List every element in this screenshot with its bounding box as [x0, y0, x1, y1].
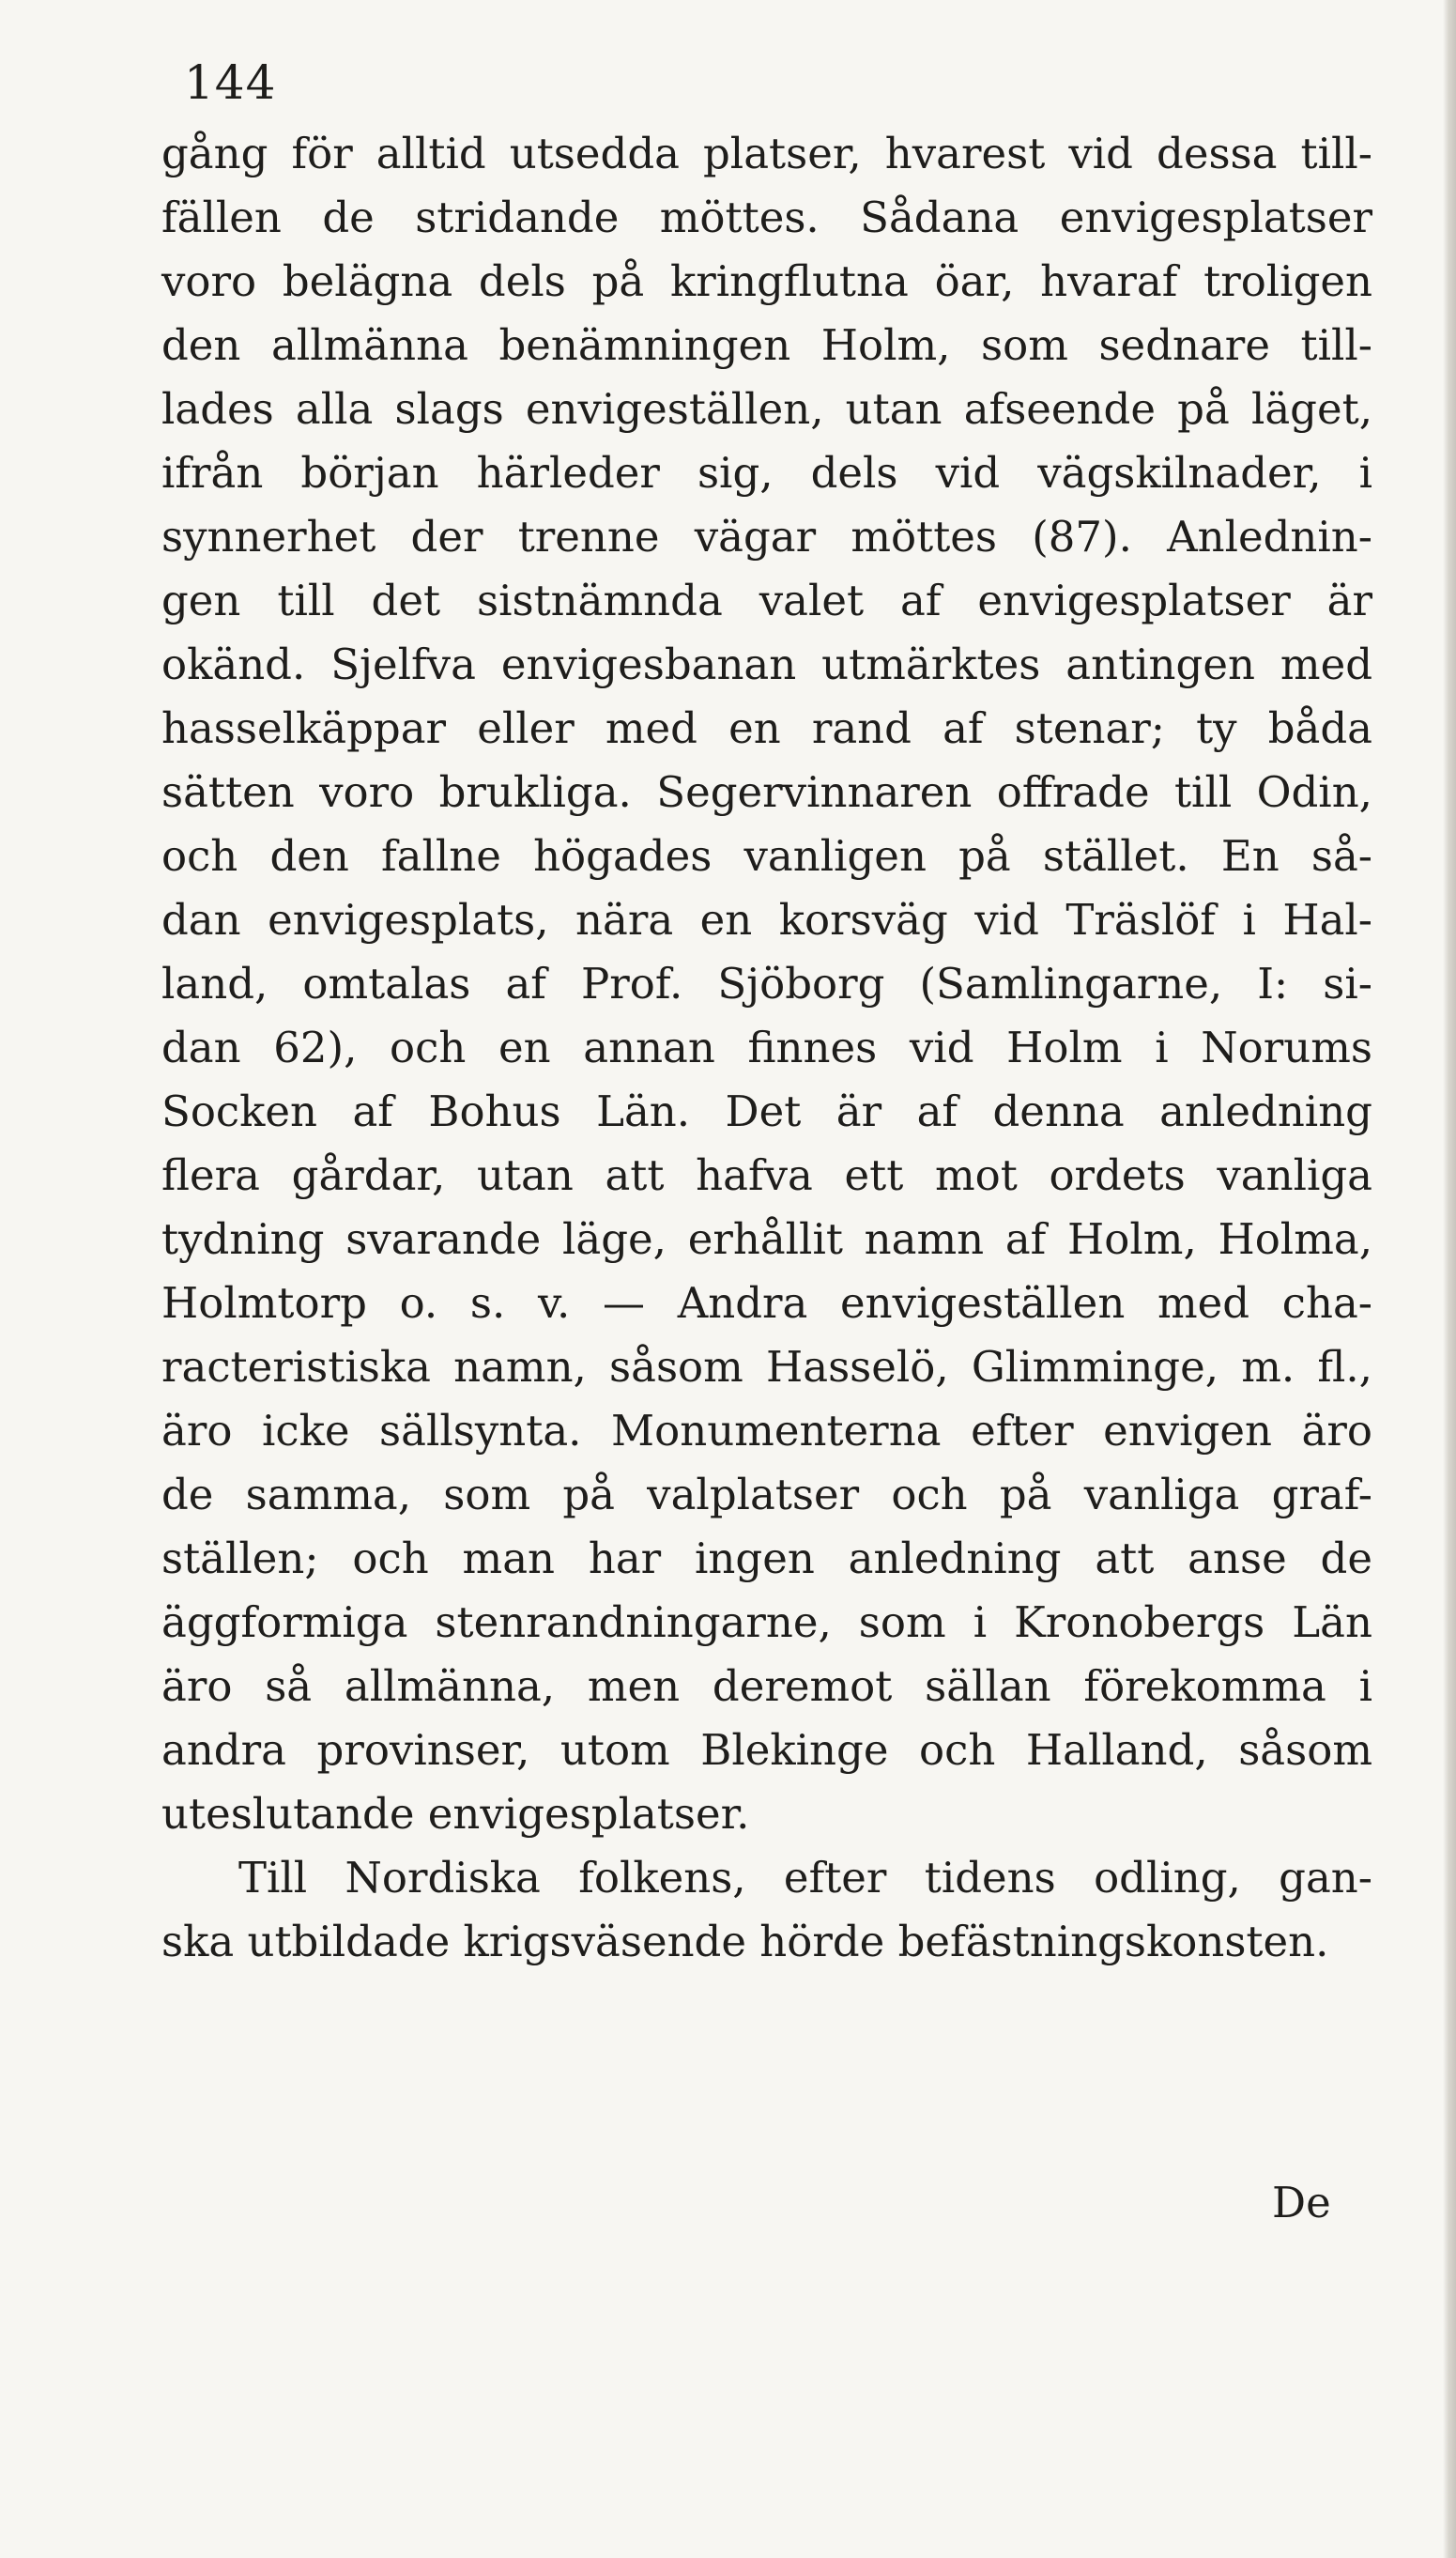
text-line: och den fallne högades vanligen på stället. En så-	[161, 831, 1372, 881]
text-line: sätten voro brukliga. Segervinnaren offrade till Odin,	[161, 767, 1372, 817]
text-line: hasselkäppar eller med en rand af stenar; ty båda	[161, 703, 1372, 753]
catchword: De	[1272, 2178, 1331, 2227]
text-line: fällen de stridande möttes. Sådana envigesplatser	[161, 193, 1372, 242]
text-line: gång för alltid utsedda platser, hvarest vid dessa till-	[161, 129, 1372, 178]
text-line: gen till det sistnämnda valet af envigesplatser är	[161, 576, 1372, 625]
text-line: racteristiska namn, såsom Hasselö, Glimminge, m. fl.,	[161, 1342, 1372, 1392]
text-line: Till Nordiska folkens, efter tidens odling, gan-	[238, 1853, 1372, 1903]
text-line: Holmtorp o. s. v. — Andra envigeställen med cha-	[161, 1278, 1372, 1328]
text-line: land, omtalas af Prof. Sjöborg (Samlingarne, I: si-	[161, 959, 1372, 1009]
text-line: äggformiga stenrandningarne, som i Kronobergs Län	[161, 1597, 1372, 1647]
text-line: ifrån början härleder sig, dels vid vägskilnader, i	[161, 448, 1372, 498]
text-line: den allmänna benämningen Holm, som sednare till-	[161, 320, 1372, 370]
text-line: okänd. Sjelfva envigesbanan utmärktes antingen med	[161, 640, 1372, 689]
text-line: dan envigesplats, nära en korsväg vid Träslöf i Hal-	[161, 895, 1372, 945]
text-line: flera gårdar, utan att hafva ett mot ordets vanliga	[161, 1150, 1372, 1200]
page-edge-shadow	[1443, 0, 1456, 2558]
text-line: lades alla slags envigeställen, utan afseende på läget,	[161, 384, 1372, 434]
page-number: 144	[184, 55, 277, 110]
text-line: uteslutande envigesplatser.	[161, 1789, 750, 1839]
text-line: ska utbildade krigsväsende hörde befästningskonsten.	[161, 1917, 1329, 1966]
text-line: synnerhet der trenne vägar möttes (87). Anlednin-	[161, 512, 1372, 562]
text-line: voro belägna dels på kringflutna öar, hvaraf troligen	[161, 256, 1372, 306]
body-text	[161, 122, 1372, 1974]
text-line: ställen; och man har ingen anledning att anse de	[161, 1533, 1372, 1583]
text-line: Socken af Bohus Län. Det är af denna anledning	[161, 1086, 1372, 1136]
text-line: dan 62), och en annan finnes vid Holm i Norums	[161, 1023, 1372, 1072]
text-line: äro så allmänna, men deremot sällan förekomma i	[161, 1661, 1372, 1711]
text-line: andra provinser, utom Blekinge och Halland, såsom	[161, 1725, 1372, 1775]
text-line: de samma, som på valplatser och på vanliga graf-	[161, 1470, 1372, 1519]
text-line: tydning svarande läge, erhållit namn af Holm, Holma,	[161, 1214, 1372, 1264]
text-line: äro icke sällsynta. Monumenterna efter envigen äro	[161, 1406, 1372, 1456]
